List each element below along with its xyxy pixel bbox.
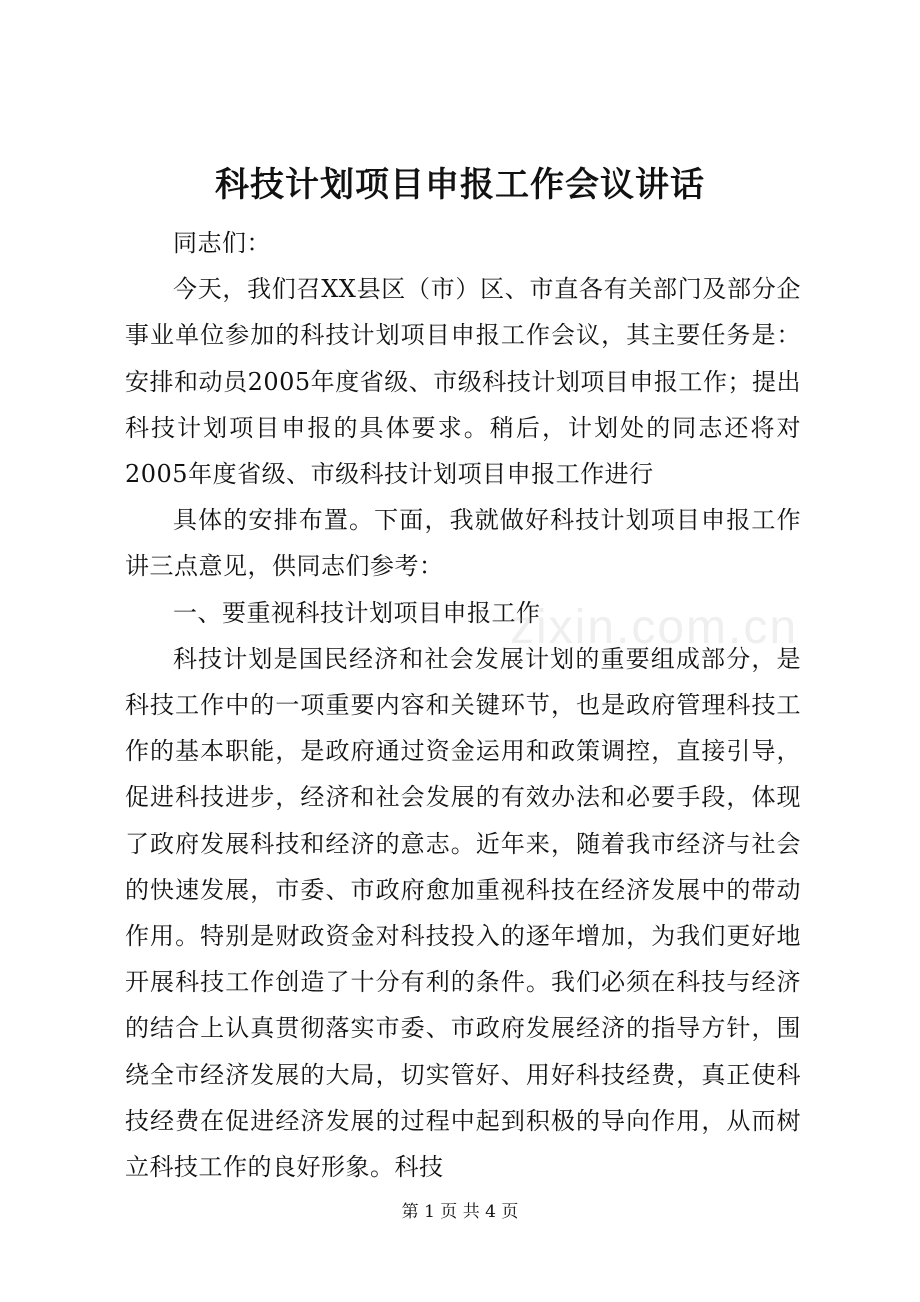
paragraph-arrangement: 具体的安排布置。下面，我就做好科技计划项目申报工作讲三点意见，供同志们参考：	[125, 506, 801, 581]
paragraph-intro: 今天，我们召XX县区（市）区、市直各有关部门及部分企事业单位参加的科技计划项目申报工作会议，其主要任务是：安排和动员2005年度省级、市级科技计划项目申报工作；提出科技计划项目申报的具体要求。稍后，计划处的同志还将对2005年度省级、市级科技计划项目申报工作进行	[125, 275, 801, 489]
document-body	[125, 220, 801, 1190]
paragraph-section-1: 科技计划是国民经济和社会发展计划的重要组成部分，是科技工作中的一项重要内容和关键环节，也是政府管理科技工作的基本职能，是政府通过资金运用和政策调控，直接引导，促进科技进步，经济和社会发展的有效办法和必要手段，体现了政府发展科技和经济的意志。近年来，随着我市经济与社会的快速发展，市委、市政府愈加重视科技在经济发展中的带动作用。特别是财政资金对科技投入的逐年增加，为我们更好地开展科技工作创造了十分有利的条件。我们必须在科技与经济的结合上认真贯彻落实市委、市政府发展经济的指导方针，围绕全市经济发展的大局，切实管好、用好科技经费，真正使科技经费在促进经济发展的过程中起到积极的导向作用，从而树立科技工作的良好形象。科技	[125, 644, 801, 1182]
page-footer: 第 1 页 共 4 页	[401, 1202, 519, 1222]
watermark: zixin.com.cn	[510, 601, 799, 654]
section-heading-1: 一、要重视科技计划项目申报工作	[173, 598, 541, 627]
document-title: 科技计划项目申报工作会议讲话	[215, 165, 705, 205]
paragraph-greeting: 同志们：	[173, 229, 271, 257]
